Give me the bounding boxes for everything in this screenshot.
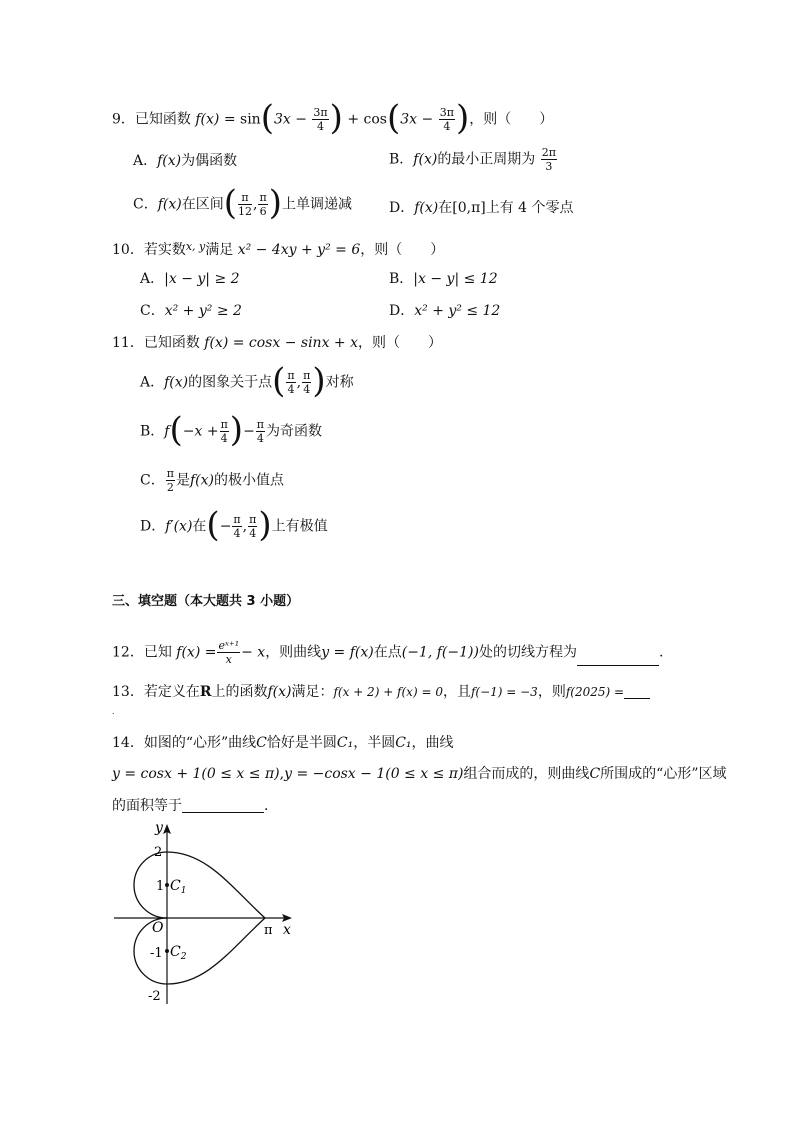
curve-lower	[167, 918, 265, 984]
q12-intro: 已知	[143, 644, 172, 661]
q11-d-minus: −	[219, 518, 232, 535]
question-14-line3	[112, 798, 268, 813]
q13-text2: 上的函数	[211, 684, 268, 700]
q10-number: 10．	[112, 242, 144, 258]
q9-b-frac: $\frac{2\pi}{3}$	[541, 146, 556, 173]
q9-3x: 3x −	[273, 111, 307, 128]
q11-a-paren-close: )	[312, 360, 326, 401]
q11-c-frac: $\frac{\pi}{2}$	[166, 467, 174, 494]
q11-c-label: C．	[140, 472, 165, 489]
q9-paren-close: )	[329, 97, 343, 138]
q9-intro: 已知函数	[134, 111, 191, 128]
tick-1-label: 1	[156, 879, 165, 894]
q11-b-paren-close: )	[229, 409, 244, 450]
q14-answer-blank	[182, 798, 264, 813]
q10-cond: x² − 4xy + y² = 6	[237, 242, 361, 258]
q9-c-label: C．	[133, 196, 158, 213]
q14-comma: ,	[279, 766, 285, 782]
q9-c-frac2: $\frac{\pi}{6}$	[259, 191, 267, 218]
q11-c-fx: f(x)	[189, 472, 214, 489]
q10-cond-text: 满足	[205, 242, 234, 258]
c2-label: $C_2$	[170, 944, 187, 962]
q10-vars: x, y	[185, 240, 206, 253]
q10-option-b	[389, 272, 498, 286]
q11-a-label: A．	[140, 374, 165, 391]
q14-C-2: C	[589, 766, 601, 782]
q11-option-d: D．f′(x)在(− $\frac{\pi}{4}$ , $\frac{\pi}{4}$ )上有极值	[140, 504, 328, 545]
q9-3x-2: 3x −	[400, 111, 434, 128]
q11-d-paren-close: )	[258, 504, 272, 545]
q14-text6: 所围成的“心形”区域	[600, 766, 727, 782]
q10-option-a	[140, 272, 240, 286]
q11-a-paren-open: (	[272, 360, 286, 401]
q12-end: .	[658, 644, 664, 661]
q9-a-text: 为偶函数	[181, 153, 238, 169]
q9-plus-cos: + cos	[347, 111, 387, 128]
q9-b-fx: f(x)	[413, 151, 438, 168]
q9-frac-3pi-4-2: $\frac{3\pi}{4}$	[439, 106, 454, 133]
q12-answer-blank	[577, 651, 659, 666]
y-axis-label: y	[155, 820, 163, 836]
q12-number: 12．	[112, 644, 144, 661]
q9-number: 9．	[112, 111, 135, 128]
q9-c-fx: f(x)	[157, 196, 182, 213]
q9-d-label: D．	[389, 200, 415, 216]
question-9	[112, 97, 554, 138]
q10-tail: ，则（ ）	[360, 242, 445, 258]
q9-c-paren-open: (	[223, 182, 237, 223]
q9-c-paren-close: )	[268, 182, 282, 223]
section-3-title: 三、填空题（本大题共 3 小题）	[112, 594, 300, 609]
q14-C: C	[256, 735, 267, 751]
q9-option-a	[133, 154, 237, 168]
q10-b-expr: |x − y| ≤ 12	[413, 271, 498, 287]
q11-option-b	[140, 409, 323, 450]
q13-answer-blank	[624, 684, 650, 699]
q9-d-text2: 上有 4 个零点	[485, 200, 574, 216]
q11-a-frac1: $\frac{\pi}{4}$	[287, 369, 295, 396]
q13-cond1: f(x + 2) + f(x) = 0	[333, 685, 443, 699]
q12-after-frac: − x	[241, 644, 266, 661]
q14-text4: ，曲线	[411, 735, 454, 751]
question-12	[112, 639, 663, 666]
pi-label: π	[264, 923, 273, 938]
q12-text2: 在点	[373, 644, 402, 661]
q10-option-d	[389, 304, 500, 318]
q11-c-text1: 是	[175, 472, 190, 489]
q11-d-frac1: $\frac{\pi}{4}$	[233, 513, 241, 540]
q9-frac-3pi-4: $\frac{3\pi}{4}$	[313, 106, 328, 133]
question-10	[112, 241, 444, 257]
q9-d-fx: f(x)	[414, 200, 439, 216]
q9-c-text2: 上单调递减	[281, 196, 352, 213]
q10-option-c	[140, 304, 242, 318]
q11-tail: ，则（ ）	[358, 335, 442, 351]
q11-d-text2: 上有极值	[271, 518, 328, 535]
q13-end: .	[112, 707, 115, 716]
q11-option-c	[140, 467, 284, 494]
q9-b-label: B．	[389, 151, 414, 168]
q10-b-label: B．	[389, 271, 414, 287]
q11-fx: f(x) = cosx − sinx + x	[204, 335, 358, 351]
q11-b-inner: −x +	[182, 423, 219, 440]
q11-a-fx: f(x)	[164, 374, 189, 391]
q14-text3: ，半圆	[353, 735, 396, 751]
q10-a-label: A．	[140, 271, 165, 287]
q13-R: R	[199, 684, 212, 700]
q12-fx: f(x) =	[176, 644, 217, 661]
q11-b-paren-open: (	[169, 409, 183, 450]
q14-C1: C₁	[336, 735, 354, 751]
origin-label: O	[152, 920, 164, 936]
q13-text5: ，则	[537, 684, 566, 700]
question-14-line1	[112, 736, 454, 750]
q9-c-text1: 在区间	[181, 196, 224, 213]
q11-option-a: A．f(x)的图象关于点( $\frac{\pi}{4}$ , $\frac{\pi}{4}$ )对称	[140, 360, 354, 401]
x-axis-label: x	[283, 922, 291, 938]
q9-option-d	[389, 201, 574, 215]
q11-d-label: D．	[140, 518, 166, 535]
q12-curve: y = f(x)	[321, 644, 374, 661]
q11-b-f: f	[164, 423, 170, 440]
q9-paren-open: (	[260, 97, 274, 138]
q12-frac: $\frac{\text{eˣ⁺¹}}{x}$	[218, 639, 240, 666]
q9-c-frac1: $\frac{\pi}{12}$	[238, 191, 252, 218]
q11-number: 11．	[112, 335, 144, 351]
q9-d-interval: [0,π]	[452, 200, 486, 216]
q12-text3: 处的切线方程为	[478, 644, 577, 661]
q13-text4: ，且	[442, 684, 471, 700]
q13-text3: 满足：	[291, 684, 334, 700]
q11-d-text1: 在	[192, 518, 207, 535]
q11-a-text1: 的图象关于点	[188, 374, 273, 391]
q13-number: 13．	[112, 684, 144, 700]
q13-cond2: f(−1) = −3	[470, 685, 538, 699]
q9-paren-open-2: (	[387, 97, 401, 138]
q9-b-text: 的最小正周期为	[437, 151, 536, 168]
center-c1-dot	[165, 883, 169, 887]
question-13	[112, 684, 650, 699]
q12-point: (−1, f(−1))	[401, 644, 479, 661]
q10-c-expr: x² + y² ≥ 2	[164, 303, 242, 319]
q9-tail: ，则（ ）	[469, 111, 554, 128]
q11-b-label: B．	[140, 423, 165, 440]
q14-text5: 组合而成的，则曲线	[463, 766, 590, 782]
q9-option-c: C．f(x)在区间( $\frac{\pi}{12}$ , $\frac{\pi}{6}$ )上单调递减	[133, 182, 352, 223]
q14-curve2: y = −cosx − 1(0 ≤ x ≤ π)	[284, 766, 464, 782]
tick-m1-label: -1	[150, 946, 163, 961]
tick-m2-label: -2	[148, 989, 161, 1004]
q13-fx: f(x)	[267, 684, 292, 700]
q10-intro: 若实数	[143, 242, 186, 258]
q9-paren-close-2: )	[455, 97, 470, 138]
q12-text1: ，则曲线	[265, 644, 322, 661]
q11-b-frac1: $\frac{\pi}{4}$	[220, 418, 228, 445]
curve-upper	[167, 852, 265, 918]
q9-a-fx: f(x)	[157, 153, 182, 169]
heart-curve-figure	[112, 818, 302, 1008]
center-c2-dot	[165, 949, 169, 953]
q14-C1-again: C₁	[395, 735, 412, 751]
c1-label: $C_1$	[170, 878, 187, 896]
q11-b-frac2: $\frac{\pi}{4}$	[256, 418, 265, 445]
q10-c-label: C．	[140, 303, 165, 319]
q11-c-text2: 的极小值点	[213, 472, 284, 489]
q9-fx: f(x)	[195, 111, 220, 128]
q10-d-expr: x² + y² ≤ 12	[414, 303, 501, 319]
q9-eq-sin: = sin	[219, 111, 261, 128]
q14-text7: 的面积等于	[112, 798, 182, 814]
q13-ask: f(2025) =	[565, 685, 625, 699]
q14-end: .	[264, 798, 269, 814]
q11-d-fx: f′(x)	[165, 518, 193, 535]
q14-number: 14．	[112, 735, 144, 751]
q13-text1: 若定义在	[143, 684, 200, 700]
q10-a-expr: |x − y| ≥ 2	[164, 271, 240, 287]
q11-a-text2: 对称	[325, 374, 354, 391]
q9-a-label: A．	[133, 153, 158, 169]
q14-text2: 恰好是半圆	[266, 735, 337, 751]
q11-d-paren-open: (	[206, 504, 220, 545]
question-11	[112, 336, 442, 350]
q11-intro: 已知函数	[143, 335, 200, 351]
tick-2-label: 2	[154, 845, 163, 860]
q14-text1: 如图的“心形”曲线	[143, 735, 257, 751]
question-14-line2	[112, 767, 726, 781]
q10-d-label: D．	[389, 303, 415, 319]
q9-d-text1: 在	[438, 200, 453, 216]
q11-a-frac2: $\frac{\pi}{4}$	[303, 369, 311, 396]
q11-b-minus: −	[243, 423, 255, 440]
q11-b-text: 为奇函数	[266, 423, 323, 440]
q14-curve1: y = cosx + 1(0 ≤ x ≤ π)	[112, 766, 280, 782]
q11-d-frac2: $\frac{\pi}{4}$	[249, 513, 257, 540]
q9-option-b	[389, 146, 558, 173]
